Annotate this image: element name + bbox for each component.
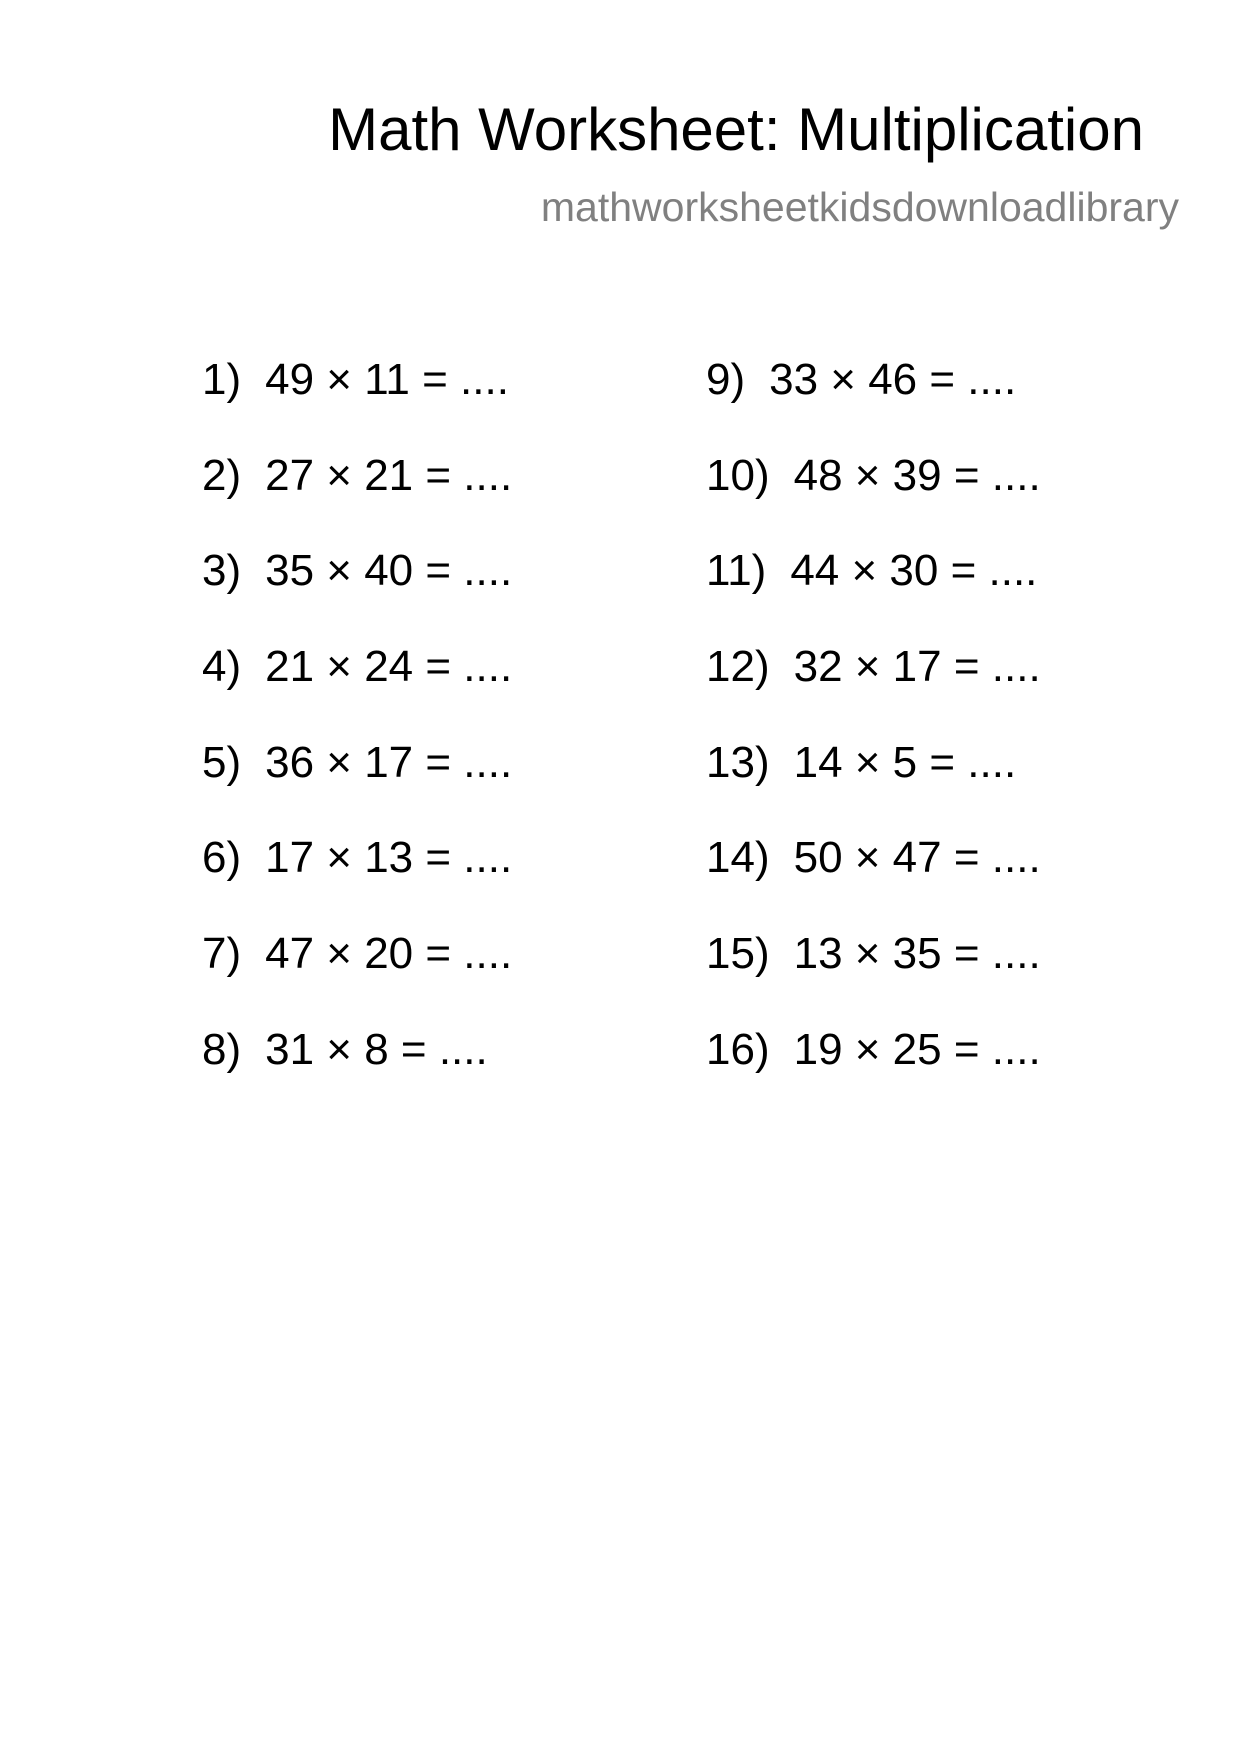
problem-expression: 33 × 46 = .... bbox=[769, 355, 1017, 404]
page-subtitle: mathworksheetkidsdownloadlibrary bbox=[540, 184, 1179, 230]
problem-expression: 49 × 11 = .... bbox=[265, 355, 509, 404]
problem-expression: 50 × 47 = .... bbox=[793, 833, 1041, 883]
problem-expression: 32 × 17 = .... bbox=[793, 642, 1041, 692]
problem-expression: 44 × 30 = .... bbox=[790, 546, 1038, 596]
problem-item bbox=[202, 451, 512, 547]
problem-item bbox=[202, 929, 512, 1025]
problem-number: 4) bbox=[202, 642, 242, 692]
problem-number: 14) bbox=[706, 833, 770, 883]
problem-number: 3) bbox=[202, 546, 242, 596]
problem-number: 1) bbox=[202, 355, 242, 404]
problem-expression: 17 × 13 = .... bbox=[265, 833, 513, 883]
problem-number: 6) bbox=[202, 833, 242, 883]
problem-item bbox=[202, 738, 512, 834]
problem-item bbox=[706, 642, 1041, 738]
problem-number: 9) bbox=[706, 355, 746, 404]
problems-right-column bbox=[706, 355, 1041, 1121]
problem-item bbox=[706, 546, 1041, 642]
problem-expression: 21 × 24 = .... bbox=[265, 642, 513, 692]
problem-number: 13) bbox=[706, 737, 770, 787]
problem-item bbox=[202, 642, 512, 738]
problem-item bbox=[706, 738, 1041, 834]
problem-item bbox=[706, 929, 1041, 1025]
problem-number: 15) bbox=[706, 929, 770, 979]
problem-expression: 31 × 8 = .... bbox=[265, 1024, 488, 1074]
problem-item bbox=[706, 1025, 1041, 1121]
problems-left-column bbox=[202, 355, 512, 1121]
problem-item bbox=[202, 355, 512, 451]
problem-number: 8) bbox=[202, 1024, 242, 1074]
problem-expression: 35 × 40 = .... bbox=[265, 546, 513, 596]
problem-item bbox=[202, 833, 512, 929]
problem-expression: 14 × 5 = .... bbox=[793, 737, 1017, 787]
problem-item bbox=[202, 1025, 512, 1121]
problem-expression: 48 × 39 = .... bbox=[793, 450, 1041, 500]
problem-number: 5) bbox=[202, 737, 242, 787]
problem-item bbox=[202, 546, 512, 642]
problem-item bbox=[706, 833, 1041, 929]
problem-number: 16) bbox=[706, 1024, 770, 1074]
problem-item bbox=[706, 451, 1041, 547]
page-title: Math Worksheet: Multiplication bbox=[328, 96, 1144, 163]
problem-expression: 19 × 25 = .... bbox=[793, 1024, 1041, 1074]
problem-number: 10) bbox=[706, 450, 770, 500]
problem-number: 7) bbox=[202, 929, 242, 979]
problem-item bbox=[706, 355, 1041, 451]
problem-number: 11) bbox=[706, 546, 767, 596]
problem-expression: 13 × 35 = .... bbox=[793, 929, 1041, 979]
problem-number: 12) bbox=[706, 642, 770, 692]
problem-expression: 47 × 20 = .... bbox=[265, 929, 513, 979]
problem-expression: 27 × 21 = .... bbox=[265, 450, 513, 500]
problem-number: 2) bbox=[202, 450, 242, 500]
problem-expression: 36 × 17 = .... bbox=[265, 737, 513, 787]
